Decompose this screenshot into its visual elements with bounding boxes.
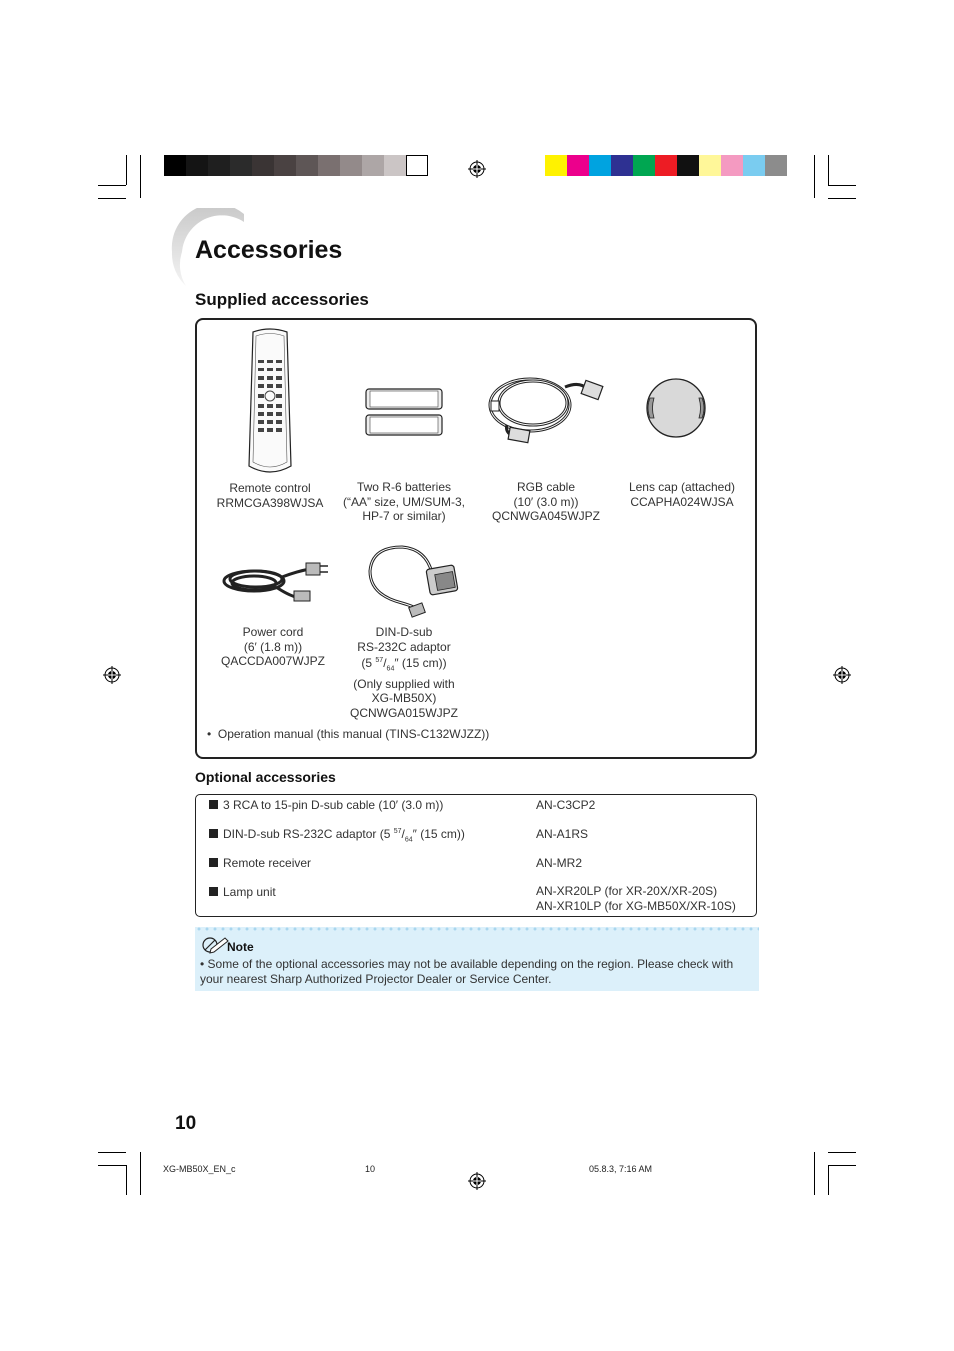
optional-row: Lamp unit <box>209 885 276 899</box>
color-swatch <box>589 155 611 176</box>
din-dsub-adaptor-icon <box>366 543 466 623</box>
crop-mark <box>126 155 127 185</box>
crop-mark <box>828 1152 856 1153</box>
registration-mark-icon <box>833 666 851 684</box>
optional-code: AN-XR20LP (for XR-20X/XR-20S) AN-XR10LP (for XG-MB50X/XR-10S) <box>536 884 736 913</box>
color-swatch <box>164 155 186 176</box>
remote-control-icon <box>247 326 293 478</box>
power-cord-icon <box>218 557 330 607</box>
batteries-icon <box>364 387 444 439</box>
color-swatch <box>230 155 252 176</box>
crop-mark <box>828 1165 829 1195</box>
footer-timestamp: 05.8.3, 7:16 AM <box>589 1164 653 1174</box>
color-swatch <box>186 155 208 176</box>
color-swatch <box>406 155 428 176</box>
crop-mark <box>98 1165 126 1166</box>
page-number: 10 <box>175 1113 197 1134</box>
color-swatch <box>765 155 787 176</box>
color-swatch <box>545 155 567 176</box>
pencil-note-icon <box>201 935 229 955</box>
note-label: Note <box>227 940 254 954</box>
note-box <box>195 927 759 991</box>
crop-mark <box>828 198 856 199</box>
registration-mark-icon <box>468 160 486 178</box>
color-swatch <box>567 155 589 176</box>
optional-code: AN-A1RS <box>536 827 589 841</box>
lens-cap-icon <box>642 376 708 440</box>
color-swatch <box>677 155 699 176</box>
color-swatch <box>743 155 765 176</box>
note-text: • Some of the optional accessories may not be available depending on the region. Please check with your nearest Sharp Authorized Projector Dealer or Service Center. <box>200 957 734 986</box>
crop-mark <box>814 155 815 198</box>
supplied-heading: Supplied accessories <box>195 290 369 309</box>
color-swatch <box>362 155 384 176</box>
color-swatch <box>611 155 633 176</box>
crop-mark <box>828 185 856 186</box>
square-bullet-icon <box>209 858 218 867</box>
optional-code: AN-MR2 <box>536 856 583 870</box>
crop-mark <box>828 155 829 185</box>
crop-mark <box>98 185 126 186</box>
color-swatch <box>384 155 406 176</box>
crop-mark <box>98 1152 126 1153</box>
color-swatch <box>252 155 274 176</box>
bullet-icon: • <box>200 957 208 971</box>
square-bullet-icon <box>209 829 218 838</box>
caption-batteries: Two R-6 batteries (“AA” size, UM/SUM-3, HP-7 or similar) <box>342 480 465 523</box>
color-swatch <box>721 155 743 176</box>
caption-din-adaptor: DIN-D-sub RS-232C adaptor (5 $^{57}/_{64}''$ (15 cm)) (Only supplied with XG-MB50X) QCNWGA015WJPZ <box>349 625 458 720</box>
crop-mark <box>98 198 126 199</box>
optional-row: Remote receiver <box>209 856 311 870</box>
page-title: Accessories <box>195 236 343 264</box>
optional-code: AN-C3CP2 <box>536 798 596 812</box>
crop-mark <box>828 1165 856 1166</box>
color-swatch <box>655 155 677 176</box>
crop-mark <box>140 155 141 198</box>
color-swatch <box>296 155 318 176</box>
bullet-icon: • <box>207 727 218 741</box>
crop-mark <box>814 1152 815 1195</box>
square-bullet-icon <box>209 800 218 809</box>
caption-remote-control: Remote control RRMCGA398WJSA <box>216 481 324 510</box>
registration-mark-icon <box>103 666 121 684</box>
color-swatch <box>633 155 655 176</box>
color-swatch <box>318 155 340 176</box>
optional-row: DIN-D-sub RS-232C adaptor (5 $^{57}/_{64}''$ (15 cm)) <box>209 827 465 843</box>
square-bullet-icon <box>209 887 218 896</box>
manual-bullet: • Operation manual (this manual (TINS-C132WJZZ)) <box>207 727 490 741</box>
color-swatch <box>699 155 721 176</box>
footer-page: 10 <box>365 1164 376 1174</box>
optional-row: 3 RCA to 15-pin D-sub cable (10′ (3.0 m)) <box>209 798 443 812</box>
crop-mark <box>126 1165 127 1195</box>
caption-lens-cap: Lens cap (attached) CCAPHA024WJSA <box>628 480 736 509</box>
footer-file: XG-MB50X_EN_c <box>163 1164 236 1174</box>
registration-mark-icon <box>468 1172 486 1190</box>
color-swatch <box>208 155 230 176</box>
caption-rgb-cable: RGB cable (10′ (3.0 m)) QCNWGA045WJPZ <box>491 480 600 523</box>
rgb-cable-icon <box>485 367 605 449</box>
caption-power-cord: Power cord (6′ (1.8 m)) QACCDA007WJPZ <box>220 625 326 668</box>
crop-mark <box>140 1152 141 1195</box>
note-dotted-border <box>195 927 759 931</box>
optional-heading: Optional accessories <box>195 769 336 785</box>
color-swatch <box>274 155 296 176</box>
color-swatch <box>340 155 362 176</box>
